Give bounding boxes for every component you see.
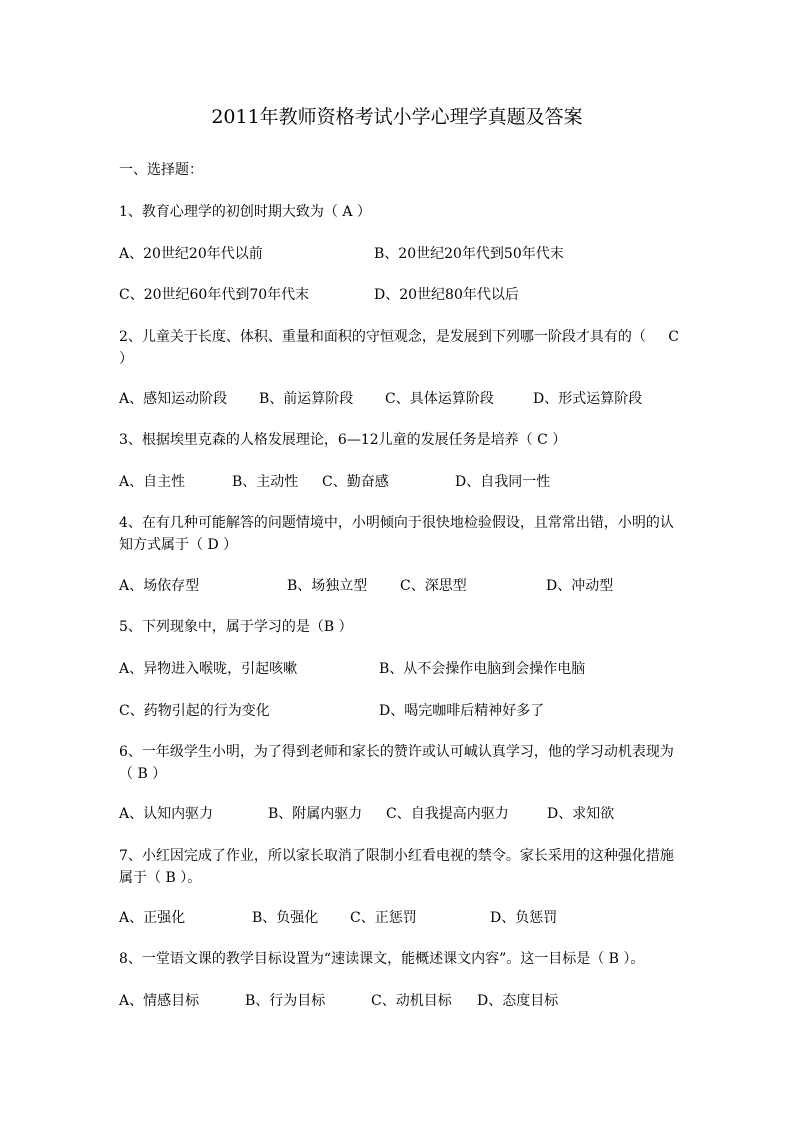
question-6-stem [119,741,679,785]
question-6-stem-line2: （ B ） [119,766,167,782]
question-6-option-d: D、求知欲 [547,806,615,822]
question-8-option-d: D、态度目标 [477,993,559,1009]
question-7-option-b: B、负强化 [252,910,319,926]
question-3-option-a: A、自主性 [119,474,186,490]
question-4-stem-line2: 知方式属于（ D ） [119,537,238,553]
question-1-option-a: A、20世纪20年代以前 [119,246,263,262]
question-5-stem: 5、下列现象中，属于学习的是（B ） [119,619,353,635]
question-5-option-a: A、异物进入喉咙，引起咳嗽 [119,661,298,677]
question-4-option-a: A、场依存型 [119,578,200,594]
question-5-option-c: C、药物引起的行为变化 [119,703,270,719]
question-8-option-c: C、动机目标 [371,993,452,1009]
question-6-option-a: A、认知内驱力 [119,806,214,822]
question-6-option-b: B、附属内驱力 [268,806,363,822]
question-1-stem: 1、教育心理学的初创时期大致为（ A ） [119,204,371,220]
question-2-stem-line1: 2、儿童关于长度、体积、重量和面积的守恒观念，是发展到下列哪一阶段才具有的（ [119,329,646,345]
question-3-option-d: D、自我同一性 [455,474,551,490]
question-1-option-c: C、20世纪60年代到70年代末 [119,287,310,303]
question-7-stem-line1: 7、小红因完成了作业，所以家长取消了限制小红看电视的禁令。家长采用的这种强化措施 [119,848,674,864]
question-2-option-d: D、形式运算阶段 [533,391,643,407]
question-8-stem: 8、一堂语文课的教学目标设置为“速读课文，能概述课文内容”。这一目标是（ B ）。 [119,951,645,967]
question-6-stem-line1: 6、一年级学生小明，为了得到老师和家长的赞许或认可峸认真学习，他的学习动机表现为 [119,744,674,760]
question-3-option-c: C、勤奋感 [322,474,389,490]
question-8-option-b: B、行为目标 [245,993,326,1009]
question-2-answer: C [668,329,679,345]
question-2-option-a: A、感知运动阶段 [119,391,228,407]
document-title: 2011年教师资格考试小学心理学真题及答案 [211,106,583,128]
question-2-stem-line2: ） [119,351,133,367]
question-4-stem [119,512,679,556]
question-1-option-b: B、20世纪20年代到50年代末 [374,246,564,262]
question-4-option-b: B、场独立型 [287,578,368,594]
question-8-option-a: A、情感目标 [119,993,200,1009]
question-1-option-d: D、20世纪80年代以后 [374,287,519,303]
section-heading: 一、选择题： [119,162,203,178]
question-7-stem-line2: 属于（ B ）。 [119,870,202,886]
question-4-option-c: C、深思型 [400,578,467,594]
question-6-option-c: C、自我提高内驱力 [386,806,509,822]
question-4-stem-line1: 4、在有几种可能解答的问题情境中，小明倾向于很快地检验假设，且常常出错，小明的认 [119,515,674,531]
question-7-option-a: A、正强化 [119,910,186,926]
question-7-stem [119,845,679,889]
question-5-option-d: D、喝完咖啡后精神好多了 [379,703,545,719]
question-7-option-c: C、正惩罚 [350,910,417,926]
question-3-stem: 3、根据埃里克森的人格发展理论，6—12儿童的发展任务是培养（ C ） [119,432,567,448]
question-2-option-c: C、具体运算阶段 [385,391,494,407]
question-3-option-b: B、主动性 [232,474,299,490]
question-5-option-b: B、从不会操作电脑到会操作电脑 [379,661,586,677]
question-2-option-b: B、前运算阶段 [259,391,354,407]
question-7-option-d: D、负惩罚 [490,910,558,926]
question-2-stem [119,326,679,370]
question-4-option-d: D、冲动型 [546,578,614,594]
